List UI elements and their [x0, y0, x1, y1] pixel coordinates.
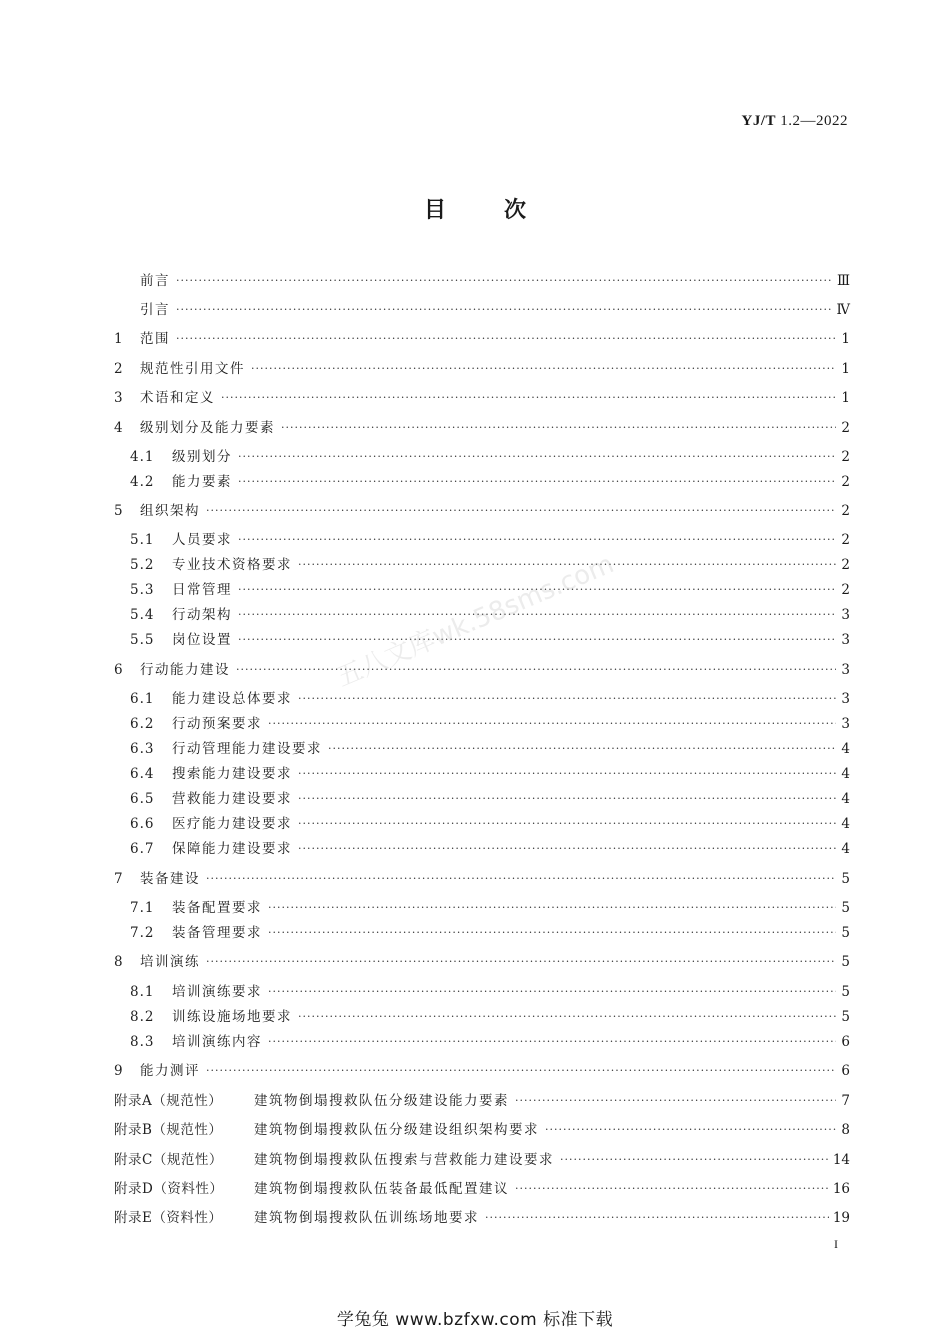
toc-entry[interactable]: [130, 898, 850, 918]
toc-entry-number: 5.1: [130, 532, 155, 548]
toc-entry-label: 日常管理: [172, 582, 232, 598]
toc-leader-dots: [206, 501, 836, 521]
toc-entry-number: 7.2: [130, 925, 155, 941]
watermark: 五八文库wk.58sms.com: [332, 549, 619, 694]
toc-entry[interactable]: [130, 472, 850, 492]
toc-entry-label: 人员要求: [172, 532, 232, 548]
toc-entry-page: 16: [832, 1181, 850, 1197]
standard-code-prefix: YJ/T: [741, 113, 776, 129]
toc-entry-number: 附录B（规范性）: [114, 1122, 223, 1138]
toc-entry-page: 2: [841, 582, 850, 598]
toc-entry-number: 3: [114, 390, 123, 406]
toc-leader-dots: [206, 1061, 836, 1081]
toc-entry-label: 装备配置要求: [172, 900, 262, 916]
toc-leader-dots: [238, 630, 836, 650]
toc-entry-page: 1: [841, 331, 850, 347]
toc-entry-page: 5: [841, 871, 850, 887]
toc-entry-label: 建筑物倒塌搜救队伍装备最低配置建议: [254, 1181, 509, 1197]
toc-entry-label: 组织架构: [140, 503, 200, 519]
toc-entry[interactable]: [114, 300, 850, 320]
toc-entry-page: 19: [832, 1210, 850, 1226]
toc-entry-page: 4: [841, 816, 850, 832]
toc-leader-dots: [560, 1150, 829, 1170]
toc-leader-dots: [251, 359, 836, 379]
toc-entry-page: 6: [841, 1034, 850, 1050]
toc-entry[interactable]: [114, 1208, 850, 1228]
toc-entry-page: 1: [841, 361, 850, 377]
toc-entry-label: 前言: [140, 273, 170, 289]
toc-entry[interactable]: [130, 689, 850, 709]
toc-entry-label: 能力测评: [140, 1063, 200, 1079]
toc-leader-dots: [221, 388, 836, 408]
toc-entry-page: 2: [841, 474, 850, 490]
toc-leader-dots: [298, 764, 836, 784]
toc-entry-page: 3: [841, 632, 850, 648]
toc-entry-page: 2: [841, 532, 850, 548]
toc-entry[interactable]: [114, 952, 850, 972]
toc-entry-number: 6.3: [130, 741, 155, 757]
toc-leader-dots: [485, 1208, 829, 1228]
toc-entry[interactable]: [130, 789, 850, 809]
toc-entry-number: 4.1: [130, 449, 155, 465]
toc-entry[interactable]: [130, 923, 850, 943]
toc-leader-dots: [176, 329, 836, 349]
toc-entry[interactable]: [130, 1032, 850, 1052]
toc-entry-label: 岗位设置: [172, 632, 232, 648]
toc-entry[interactable]: [114, 1120, 850, 1140]
toc-leader-dots: [268, 1032, 836, 1052]
toc-entry-number: 1: [114, 331, 123, 347]
toc-leader-dots: [298, 789, 836, 809]
toc-entry-number: 6.7: [130, 841, 155, 857]
toc-entry-page: Ⅳ: [836, 302, 850, 318]
toc-entry-page: 4: [841, 791, 850, 807]
toc-entry-label: 专业技术资格要求: [172, 557, 292, 573]
toc-entry[interactable]: [114, 1091, 850, 1111]
toc-leader-dots: [206, 869, 836, 889]
toc-entry[interactable]: [114, 660, 850, 680]
toc-entry-page: Ⅲ: [836, 273, 850, 289]
toc-entry-number: 8.3: [130, 1034, 155, 1050]
toc-entry-label: 培训演练: [140, 954, 200, 970]
toc-entry-number: 6: [114, 662, 123, 678]
toc-entry[interactable]: [114, 869, 850, 889]
toc-leader-dots: [238, 447, 836, 467]
toc-entry[interactable]: [130, 814, 850, 834]
toc-entry-label: 能力建设总体要求: [172, 691, 292, 707]
toc-entry-number: 6.4: [130, 766, 155, 782]
toc-entry-page: 4: [841, 841, 850, 857]
toc-entry-page: 6: [841, 1063, 850, 1079]
toc-entry-page: 2: [841, 503, 850, 519]
toc-entry-page: 3: [841, 662, 850, 678]
toc-leader-dots: [298, 839, 836, 859]
toc-leader-dots: [328, 739, 836, 759]
toc-entry-number: 2: [114, 361, 123, 377]
toc-entry-page: 5: [841, 984, 850, 1000]
page-number: I: [834, 1237, 838, 1251]
toc-entry-page: 3: [841, 716, 850, 732]
toc-entry-number: 9: [114, 1063, 123, 1079]
toc-entry[interactable]: [114, 271, 850, 291]
toc-leader-dots: [206, 952, 836, 972]
toc-entry[interactable]: [114, 501, 850, 521]
toc-entry-label: 行动架构: [172, 607, 232, 623]
toc-entry-page: 2: [841, 449, 850, 465]
toc-entry-number: 7.1: [130, 900, 155, 916]
toc-entry-page: 5: [841, 900, 850, 916]
toc-entry[interactable]: [114, 388, 850, 408]
toc-leader-dots: [515, 1091, 836, 1111]
page-title: 目次: [423, 198, 584, 223]
toc-entry-label: 能力要素: [172, 474, 232, 490]
toc-entry-number: 附录D（资料性）: [114, 1181, 224, 1197]
toc-entry-label: 行动预案要求: [172, 716, 262, 732]
toc-entry-label: 建筑物倒塌搜救队伍搜索与营救能力建设要求: [254, 1152, 554, 1168]
toc-entry-label: 引言: [140, 302, 170, 318]
toc-entry-page: 5: [841, 925, 850, 941]
toc-entry-number: 7: [114, 871, 123, 887]
toc-entry-label: 培训演练要求: [172, 984, 262, 1000]
toc-leader-dots: [176, 271, 833, 291]
toc-entry-number: 8.2: [130, 1009, 155, 1025]
toc-entry-page: 5: [841, 1009, 850, 1025]
toc-entry-label: 装备管理要求: [172, 925, 262, 941]
toc-entry-page: 2: [841, 420, 850, 436]
toc-entry-label: 建筑物倒塌搜救队伍分级建设组织架构要求: [254, 1122, 539, 1138]
toc-entry-label: 规范性引用文件: [140, 361, 245, 377]
toc-entry-label: 培训演练内容: [172, 1034, 262, 1050]
toc-entry-label: 建筑物倒塌搜救队伍训练场地要求: [254, 1210, 479, 1226]
toc-entry-number: 5: [114, 503, 123, 519]
toc-entry-label: 医疗能力建设要求: [172, 816, 292, 832]
standard-code: [741, 113, 848, 130]
toc-entry-label: 行动能力建设: [140, 662, 230, 678]
toc-leader-dots: [268, 898, 836, 918]
toc-entry-label: 搜索能力建设要求: [172, 766, 292, 782]
toc-entry-number: 8: [114, 954, 123, 970]
toc-entry-label: 建筑物倒塌搜救队伍分级建设能力要素: [254, 1093, 509, 1109]
toc-entry[interactable]: [130, 630, 850, 650]
toc-leader-dots: [298, 1007, 836, 1027]
toc-leader-dots: [515, 1179, 829, 1199]
toc-entry-page: 14: [832, 1152, 850, 1168]
toc-entry[interactable]: [130, 982, 850, 1002]
toc-entry[interactable]: [130, 447, 850, 467]
toc-entry-label: 装备建设: [140, 871, 200, 887]
toc-entry[interactable]: [114, 1061, 850, 1081]
toc-leader-dots: [281, 418, 836, 438]
toc-entry[interactable]: [114, 1179, 850, 1199]
toc-entry-label: 训练设施场地要求: [172, 1009, 292, 1025]
toc-entry-page: 3: [841, 607, 850, 623]
toc-entry[interactable]: [130, 764, 850, 784]
toc-entry[interactable]: [114, 359, 850, 379]
toc-entry-page: 7: [841, 1093, 850, 1109]
toc-entry[interactable]: [114, 1150, 850, 1170]
toc-entry-number: 6.2: [130, 716, 155, 732]
toc-entry-number: 5.4: [130, 607, 155, 623]
toc-entry[interactable]: [114, 418, 850, 438]
toc-leader-dots: [545, 1120, 836, 1140]
toc-entry-label: 保障能力建设要求: [172, 841, 292, 857]
toc-entry-number: 6.1: [130, 691, 155, 707]
toc-entry[interactable]: [130, 1007, 850, 1027]
toc-entry[interactable]: [114, 329, 850, 349]
toc-leader-dots: [238, 472, 836, 492]
toc-entry-label: 范围: [140, 331, 170, 347]
toc-leader-dots: [268, 982, 836, 1002]
toc-entry-number: 附录A（规范性）: [114, 1093, 223, 1109]
toc-entry-page: 2: [841, 557, 850, 573]
toc-leader-dots: [238, 530, 836, 550]
toc-entry-page: 5: [841, 954, 850, 970]
toc-leader-dots: [298, 814, 836, 834]
toc-entry-page: 4: [841, 741, 850, 757]
toc-entry-number: 5.5: [130, 632, 155, 648]
toc-entry-page: 4: [841, 766, 850, 782]
toc-entry-number: 5.3: [130, 582, 155, 598]
toc-leader-dots: [176, 300, 833, 320]
toc-entry[interactable]: [130, 530, 850, 550]
toc-entry-label: 营救能力建设要求: [172, 791, 292, 807]
toc-leader-dots: [236, 660, 836, 680]
toc-entry[interactable]: [130, 714, 850, 734]
toc-leader-dots: [268, 923, 836, 943]
toc-entry-label: 级别划分: [172, 449, 232, 465]
toc-leader-dots: [298, 689, 836, 709]
toc-entry-number: 6.6: [130, 816, 155, 832]
toc-entry-label: 行动管理能力建设要求: [172, 741, 322, 757]
toc-entry[interactable]: [130, 739, 850, 759]
footer-text: 学兔兔 www.bzfxw.com 标准下载: [336, 1310, 614, 1330]
toc-entry[interactable]: [130, 555, 850, 575]
toc-entry-label: 级别划分及能力要素: [140, 420, 275, 436]
toc-entry-number: 4.2: [130, 474, 155, 490]
toc-leader-dots: [268, 714, 836, 734]
toc-entry-page: 3: [841, 691, 850, 707]
toc-entry-page: 1: [841, 390, 850, 406]
toc-entry-number: 8.1: [130, 984, 155, 1000]
standard-code-number: 1.2—2022: [776, 113, 848, 129]
toc-entry[interactable]: [130, 839, 850, 859]
toc-entry-label: 术语和定义: [140, 390, 215, 406]
toc-entry-number: 5.2: [130, 557, 155, 573]
toc-entry-number: 4: [114, 420, 123, 436]
toc-entry-number: 附录C（规范性）: [114, 1152, 223, 1168]
toc-entry-page: 8: [841, 1122, 850, 1138]
toc-entry-number: 附录E（资料性）: [114, 1210, 223, 1226]
toc-entry-number: 6.5: [130, 791, 155, 807]
